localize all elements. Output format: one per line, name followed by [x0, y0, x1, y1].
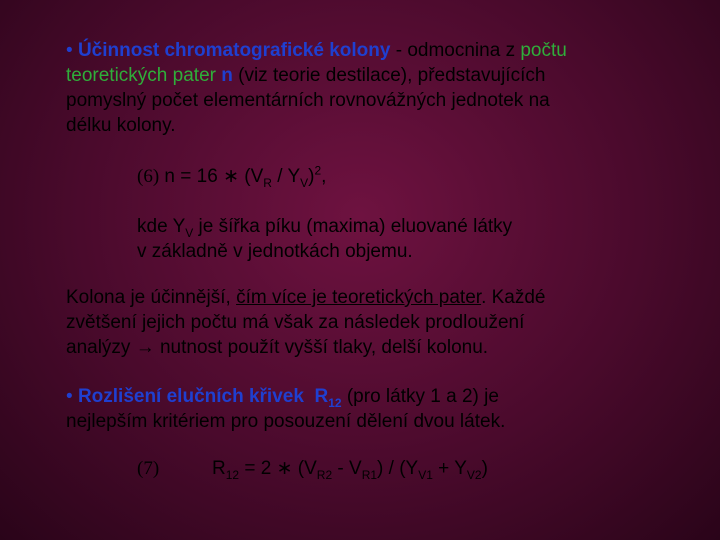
- eq-part: ) / (Y: [377, 458, 419, 479]
- paragraph-column: [66, 285, 546, 360]
- subscript: V: [185, 225, 194, 240]
- subscript: R1: [361, 467, 378, 482]
- eq-part: ,: [321, 166, 327, 187]
- term-resolution: Rozlišení elučních křivek: [77, 386, 304, 407]
- term-count: počtu: [520, 40, 567, 61]
- term-efficiency: Účinnost chromatografické kolony: [77, 40, 391, 61]
- text: Kolona je účinnější,: [66, 287, 237, 308]
- subscript: 12: [328, 395, 342, 410]
- subscript: V: [300, 175, 309, 190]
- equation-number: (7): [137, 458, 160, 479]
- paragraph-efficiency: [66, 38, 567, 138]
- line: [66, 63, 567, 88]
- subscript: 12: [225, 467, 240, 482]
- line: [66, 285, 546, 310]
- eq-part: R: [212, 458, 226, 479]
- subscript: R2: [316, 467, 333, 482]
- text: je šířka píku (maxima) eluované látky: [193, 216, 513, 237]
- eq-part: + Y: [432, 458, 467, 479]
- line: [66, 38, 567, 63]
- text: (pro látky 1 a 2) je: [341, 386, 499, 407]
- eq-part: / Y: [271, 166, 301, 187]
- underlined-text: čím více je teoretických pater: [236, 287, 482, 308]
- line: pomyslný počet elementárních rovnovážných jednotek na: [66, 90, 550, 111]
- text: (viz teorie destilace), představujících: [232, 65, 546, 86]
- symbol-r: R: [314, 386, 329, 407]
- superscript: 2: [314, 163, 322, 178]
- line: nejlepším kritériem pro posouzení dělení dvou látek.: [66, 411, 506, 432]
- eq-part: - V: [332, 458, 362, 479]
- subscript: V1: [418, 467, 433, 482]
- line: v základně v jednotkách objemu.: [137, 241, 413, 262]
- text: - odmocnina z: [390, 40, 521, 61]
- line: [66, 384, 505, 409]
- line: zvětšení jejich počtu má však za následek prodloužení: [66, 312, 525, 333]
- subscript: V2: [466, 467, 482, 482]
- term-plates: teoretických pater: [66, 65, 216, 86]
- bullet: •: [66, 40, 73, 61]
- paragraph-resolution: [66, 384, 505, 434]
- line: délku kolony.: [66, 115, 176, 136]
- equation-number: (6): [137, 166, 160, 187]
- line: analýzy → nutnost použít vyšší tlaky, delší kolonu.: [66, 337, 489, 358]
- bullet: •: [66, 386, 73, 407]
- equation-7: [137, 456, 488, 481]
- eq-part: n = 16 ∗ (V: [159, 166, 264, 187]
- text: . Každé: [481, 287, 546, 308]
- text: kde Y: [137, 216, 186, 237]
- eq-part: ): [308, 166, 315, 187]
- equation-6: [137, 164, 326, 189]
- eq-part: ): [481, 458, 488, 479]
- symbol-n: n: [215, 65, 233, 86]
- subscript: R: [263, 175, 272, 190]
- line: [137, 214, 512, 239]
- paragraph-definition: [137, 214, 512, 264]
- eq-part: = 2 ∗ (V: [239, 458, 317, 479]
